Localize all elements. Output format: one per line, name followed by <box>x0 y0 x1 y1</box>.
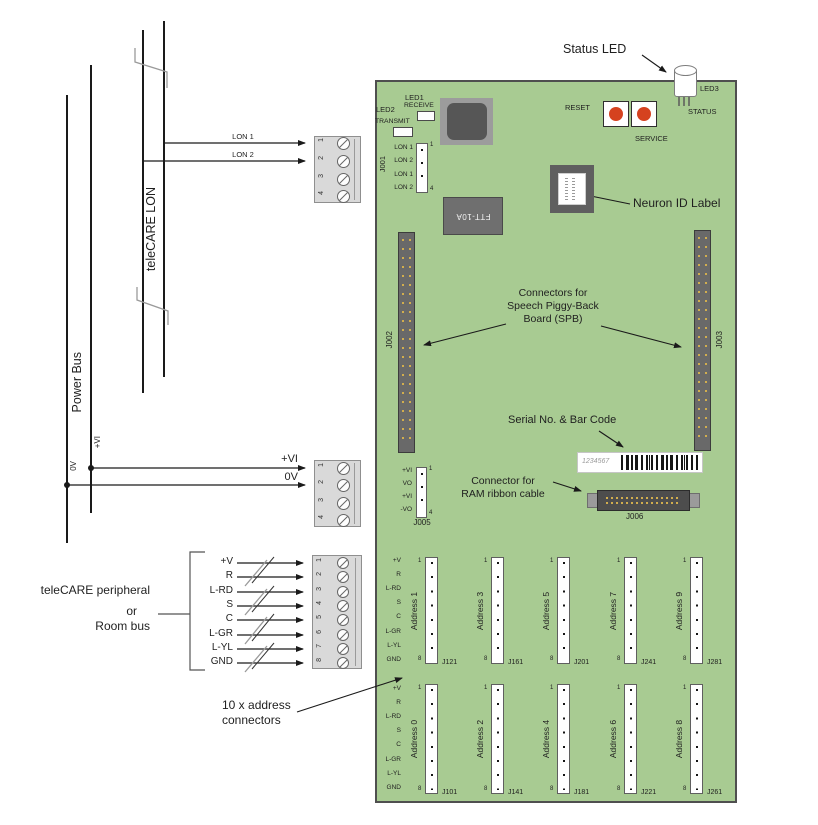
pin-strip <box>421 473 423 512</box>
neuron-id-label-frame <box>550 165 594 213</box>
j005-label: J005 <box>413 518 431 527</box>
pin-number: 8 <box>683 656 687 662</box>
j001-label: J001 <box>378 156 387 173</box>
terminal-screw <box>337 497 350 510</box>
terminal-number: 2 <box>318 480 325 484</box>
ftt-10a-chip <box>443 197 503 235</box>
pin-strip <box>698 237 700 444</box>
jref-label: J221 <box>641 789 657 796</box>
pin-number: 1 <box>418 558 422 564</box>
j005-pin4-number: 4 <box>429 510 433 516</box>
pin-number: 8 <box>418 656 422 662</box>
pin-strip <box>705 237 707 444</box>
address-connector-j141 <box>475 684 524 796</box>
terminal-number: 3 <box>316 587 323 591</box>
service-button <box>631 101 657 127</box>
address-connector-j201 <box>541 557 590 666</box>
power-terminal-block <box>314 460 361 527</box>
pin-strip <box>421 149 423 187</box>
terminal-number: 4 <box>316 601 323 605</box>
j001-pin-label: LON 1 <box>394 144 413 151</box>
address-label: Address 5 <box>541 591 551 630</box>
row-pin-label: C <box>396 613 401 620</box>
row-pin-label: +V <box>392 685 401 692</box>
terminal-number: 2 <box>318 156 325 160</box>
terminal-number: 3 <box>318 174 325 178</box>
bus-wire-label: GND <box>210 656 233 667</box>
pin-strip <box>606 502 681 504</box>
j002-label: J002 <box>385 331 394 349</box>
neuron-id-text-marks <box>572 178 575 200</box>
pin-number: 1 <box>484 558 488 564</box>
pin-number: 8 <box>683 786 687 792</box>
j006-label: J006 <box>626 512 644 521</box>
service-button-cap <box>637 107 651 121</box>
pin-strip <box>497 562 499 660</box>
address-connector-j161 <box>475 557 524 666</box>
pin-strip <box>630 562 632 660</box>
jref-label: J181 <box>574 789 590 796</box>
pin-number: 8 <box>550 786 554 792</box>
address-label: Address 0 <box>409 719 419 759</box>
vi-rotated-label: +VI <box>93 436 102 449</box>
pin-strip <box>696 689 698 790</box>
row-pin-label: L-RD <box>385 713 401 720</box>
vi-wire-label: +VI <box>281 453 298 465</box>
address-label: Address 6 <box>608 719 618 759</box>
neuron-id-label <box>558 173 586 205</box>
pair-slash-marks <box>252 557 274 669</box>
pin-number: 1 <box>550 558 554 564</box>
j001-pin4-number: 4 <box>430 186 434 192</box>
terminal-screw <box>337 614 349 626</box>
terminal-screw <box>337 479 350 492</box>
terminal-number: 6 <box>316 630 323 634</box>
jref-label: J201 <box>574 659 590 666</box>
led2-transmit-led <box>393 127 413 137</box>
address-label: Address 1 <box>409 591 419 630</box>
bus-wire-label: C <box>225 613 233 624</box>
terminal-number: 5 <box>316 615 323 619</box>
lon1-wire-label: LON 1 <box>232 132 254 141</box>
bus-wire-label: L-YL <box>211 642 233 653</box>
jref-label: J101 <box>442 789 458 796</box>
status-led-top <box>674 65 697 76</box>
ftt-10a-label: FTT-10A <box>455 211 491 221</box>
ov-wire-label: 0V <box>284 471 298 483</box>
pin-number: 8 <box>418 786 422 792</box>
reset-button-cap <box>609 107 623 121</box>
row-pin-label: C <box>396 741 401 748</box>
address-label: Address 4 <box>541 719 551 759</box>
service-label: SERVICE <box>635 134 668 143</box>
terminal-number: 3 <box>318 498 325 502</box>
j001-pin-label: LON 2 <box>394 184 413 191</box>
bus-wire-label: L-GR <box>209 628 233 639</box>
row-pin-label: S <box>396 727 401 734</box>
jref-label: J241 <box>641 659 657 666</box>
row-pin-label: +V <box>392 557 401 564</box>
address-connector-j221 <box>608 684 657 796</box>
serial-barcode-label <box>577 452 703 473</box>
terminal-screw <box>337 657 349 669</box>
pin-strip <box>497 689 499 790</box>
address-connector-j281 <box>674 557 723 666</box>
row-pin-label: GND <box>386 656 401 663</box>
reset-label: RESET <box>565 103 591 112</box>
j001-header <box>416 143 428 193</box>
address-label: Address 3 <box>475 591 485 630</box>
terminal-number: 7 <box>316 644 323 648</box>
row-pin-label: L-YL <box>387 642 401 649</box>
led1-receive-led <box>417 111 435 121</box>
j001-pin-label: LON 2 <box>394 157 413 164</box>
ov-rotated-label: 0V <box>69 461 78 471</box>
terminal-screw <box>337 462 350 475</box>
pin-number: 8 <box>550 656 554 662</box>
neuron-chip <box>440 98 493 145</box>
serial-callout: Serial No. & Bar Code <box>508 414 617 426</box>
pin-number: 1 <box>617 558 621 564</box>
j005-header <box>416 467 427 518</box>
terminal-screw <box>337 600 349 612</box>
terminal-screw <box>337 557 349 569</box>
led3-label: LED3 <box>700 84 719 93</box>
lon-terminal-block <box>314 136 361 203</box>
address-connector-j101 <box>409 684 458 796</box>
address-connector-j241 <box>608 557 657 666</box>
row-pin-label: L-YL <box>387 770 401 777</box>
peripheral-label-line3: Room bus <box>95 619 150 633</box>
j005-pin-label: +VI <box>402 493 412 500</box>
pin-strip <box>431 689 433 790</box>
row-pin-label: R <box>396 699 401 706</box>
address-callout-line2: connectors <box>222 713 281 727</box>
row-pin-label: L-GR <box>385 756 401 763</box>
j002-connector <box>398 232 415 453</box>
neuron-id-callout: Neuron ID Label <box>633 196 721 210</box>
pin-strip <box>563 562 565 660</box>
terminal-screw <box>337 571 349 583</box>
barcode-bars <box>621 455 698 470</box>
pin-strip <box>402 239 404 446</box>
jref-label: J161 <box>508 659 524 666</box>
pin-number: 8 <box>617 656 621 662</box>
bus-wire-label: L-RD <box>209 585 233 596</box>
row-pin-label: L-GR <box>385 628 401 635</box>
row-pin-label: GND <box>386 784 401 791</box>
jref-label: J281 <box>707 659 723 666</box>
power-bus-label: Power Bus <box>70 352 84 413</box>
neuron-id-text-marks <box>565 178 568 200</box>
ram-callout: Connector for RAM ribbon cable <box>461 475 545 500</box>
pin-number: 8 <box>484 786 488 792</box>
neuron-chip-die <box>447 103 487 140</box>
reset-button <box>603 101 629 127</box>
spb-callout: Connectors for Speech Piggy-Back Board (SPB) <box>507 287 599 325</box>
j001-pin1-number: 1 <box>430 142 434 148</box>
terminal-number: 8 <box>316 658 323 662</box>
status-led-callout: Status LED <box>563 42 627 56</box>
terminal-screw <box>337 137 350 150</box>
bus-wire-label: +V <box>220 556 233 567</box>
bus-wire-label: S <box>226 599 233 610</box>
serial-number-text: 1234567 <box>582 458 610 465</box>
terminal-number: 4 <box>318 515 325 519</box>
pin-strip <box>696 562 698 660</box>
terminal-screw <box>337 586 349 598</box>
terminal-number: 4 <box>318 191 325 195</box>
bus-wire-label: R <box>225 570 233 581</box>
terminal-screw <box>337 629 349 641</box>
j003-label: J003 <box>715 331 724 349</box>
j005-pin1-number: 1 <box>429 466 433 472</box>
power-bus-lines <box>67 65 91 543</box>
pin-number: 1 <box>683 685 687 691</box>
lon2-wire-label: LON 2 <box>232 150 254 159</box>
address-callout-line1: 10 x address <box>222 698 291 712</box>
j005-pin-label: VO <box>402 480 412 487</box>
pin-number: 8 <box>617 786 621 792</box>
address-connector-j181 <box>541 684 590 796</box>
led1-sub-label: RECEIVE <box>404 102 434 109</box>
pin-number: 1 <box>550 685 554 691</box>
terminal-number: 1 <box>318 138 325 142</box>
pin-strip <box>431 562 433 660</box>
terminal-number: 1 <box>318 463 325 467</box>
j006-connector <box>597 490 690 511</box>
pin-strip <box>606 497 681 499</box>
pin-number: 1 <box>617 685 621 691</box>
terminal-screw <box>337 514 350 527</box>
pin-strip <box>409 239 411 446</box>
pin-number: 8 <box>484 656 488 662</box>
address-connector-j261 <box>674 684 723 796</box>
led2-label: LED2 <box>376 105 395 114</box>
led3-sub-label: STATUS <box>688 107 717 116</box>
row-pin-label: R <box>396 571 401 578</box>
peripheral-label-line2: or <box>126 604 137 618</box>
terminal-number: 1 <box>316 558 323 562</box>
pin-number: 1 <box>418 685 422 691</box>
terminal-screw <box>337 173 350 186</box>
jref-label: J141 <box>508 789 524 796</box>
room-bus-terminal-block <box>312 555 362 669</box>
j003-connector <box>694 230 711 451</box>
pin-strip <box>563 689 565 790</box>
pin-number: 1 <box>484 685 488 691</box>
pin-strip <box>630 689 632 790</box>
jref-label: J261 <box>707 789 723 796</box>
j001-pin-label: LON 1 <box>394 171 413 178</box>
terminal-screw <box>337 643 349 655</box>
address-label: Address 2 <box>475 719 485 759</box>
pin-number: 1 <box>683 558 687 564</box>
terminal-screw <box>337 155 350 168</box>
led2-sub-label: TRANSMIT <box>375 118 410 125</box>
j005-pin-label: +VI <box>402 467 412 474</box>
peripheral-label-line1: teleCARE peripheral <box>40 583 150 597</box>
row-pin-label: S <box>396 599 401 606</box>
address-label: Address 9 <box>674 591 684 630</box>
telecare-lon-label: teleCARE LON <box>144 187 158 272</box>
address-connector-j121 <box>409 557 458 666</box>
address-label: Address 7 <box>608 591 618 630</box>
address-label: Address 8 <box>674 719 684 759</box>
terminal-number: 2 <box>316 572 323 576</box>
row-pin-label: L-RD <box>385 585 401 592</box>
terminal-screw <box>337 190 350 203</box>
led1-label: LED1 <box>405 93 424 102</box>
j005-pin-label: -VO <box>400 506 412 513</box>
jref-label: J121 <box>442 659 458 666</box>
